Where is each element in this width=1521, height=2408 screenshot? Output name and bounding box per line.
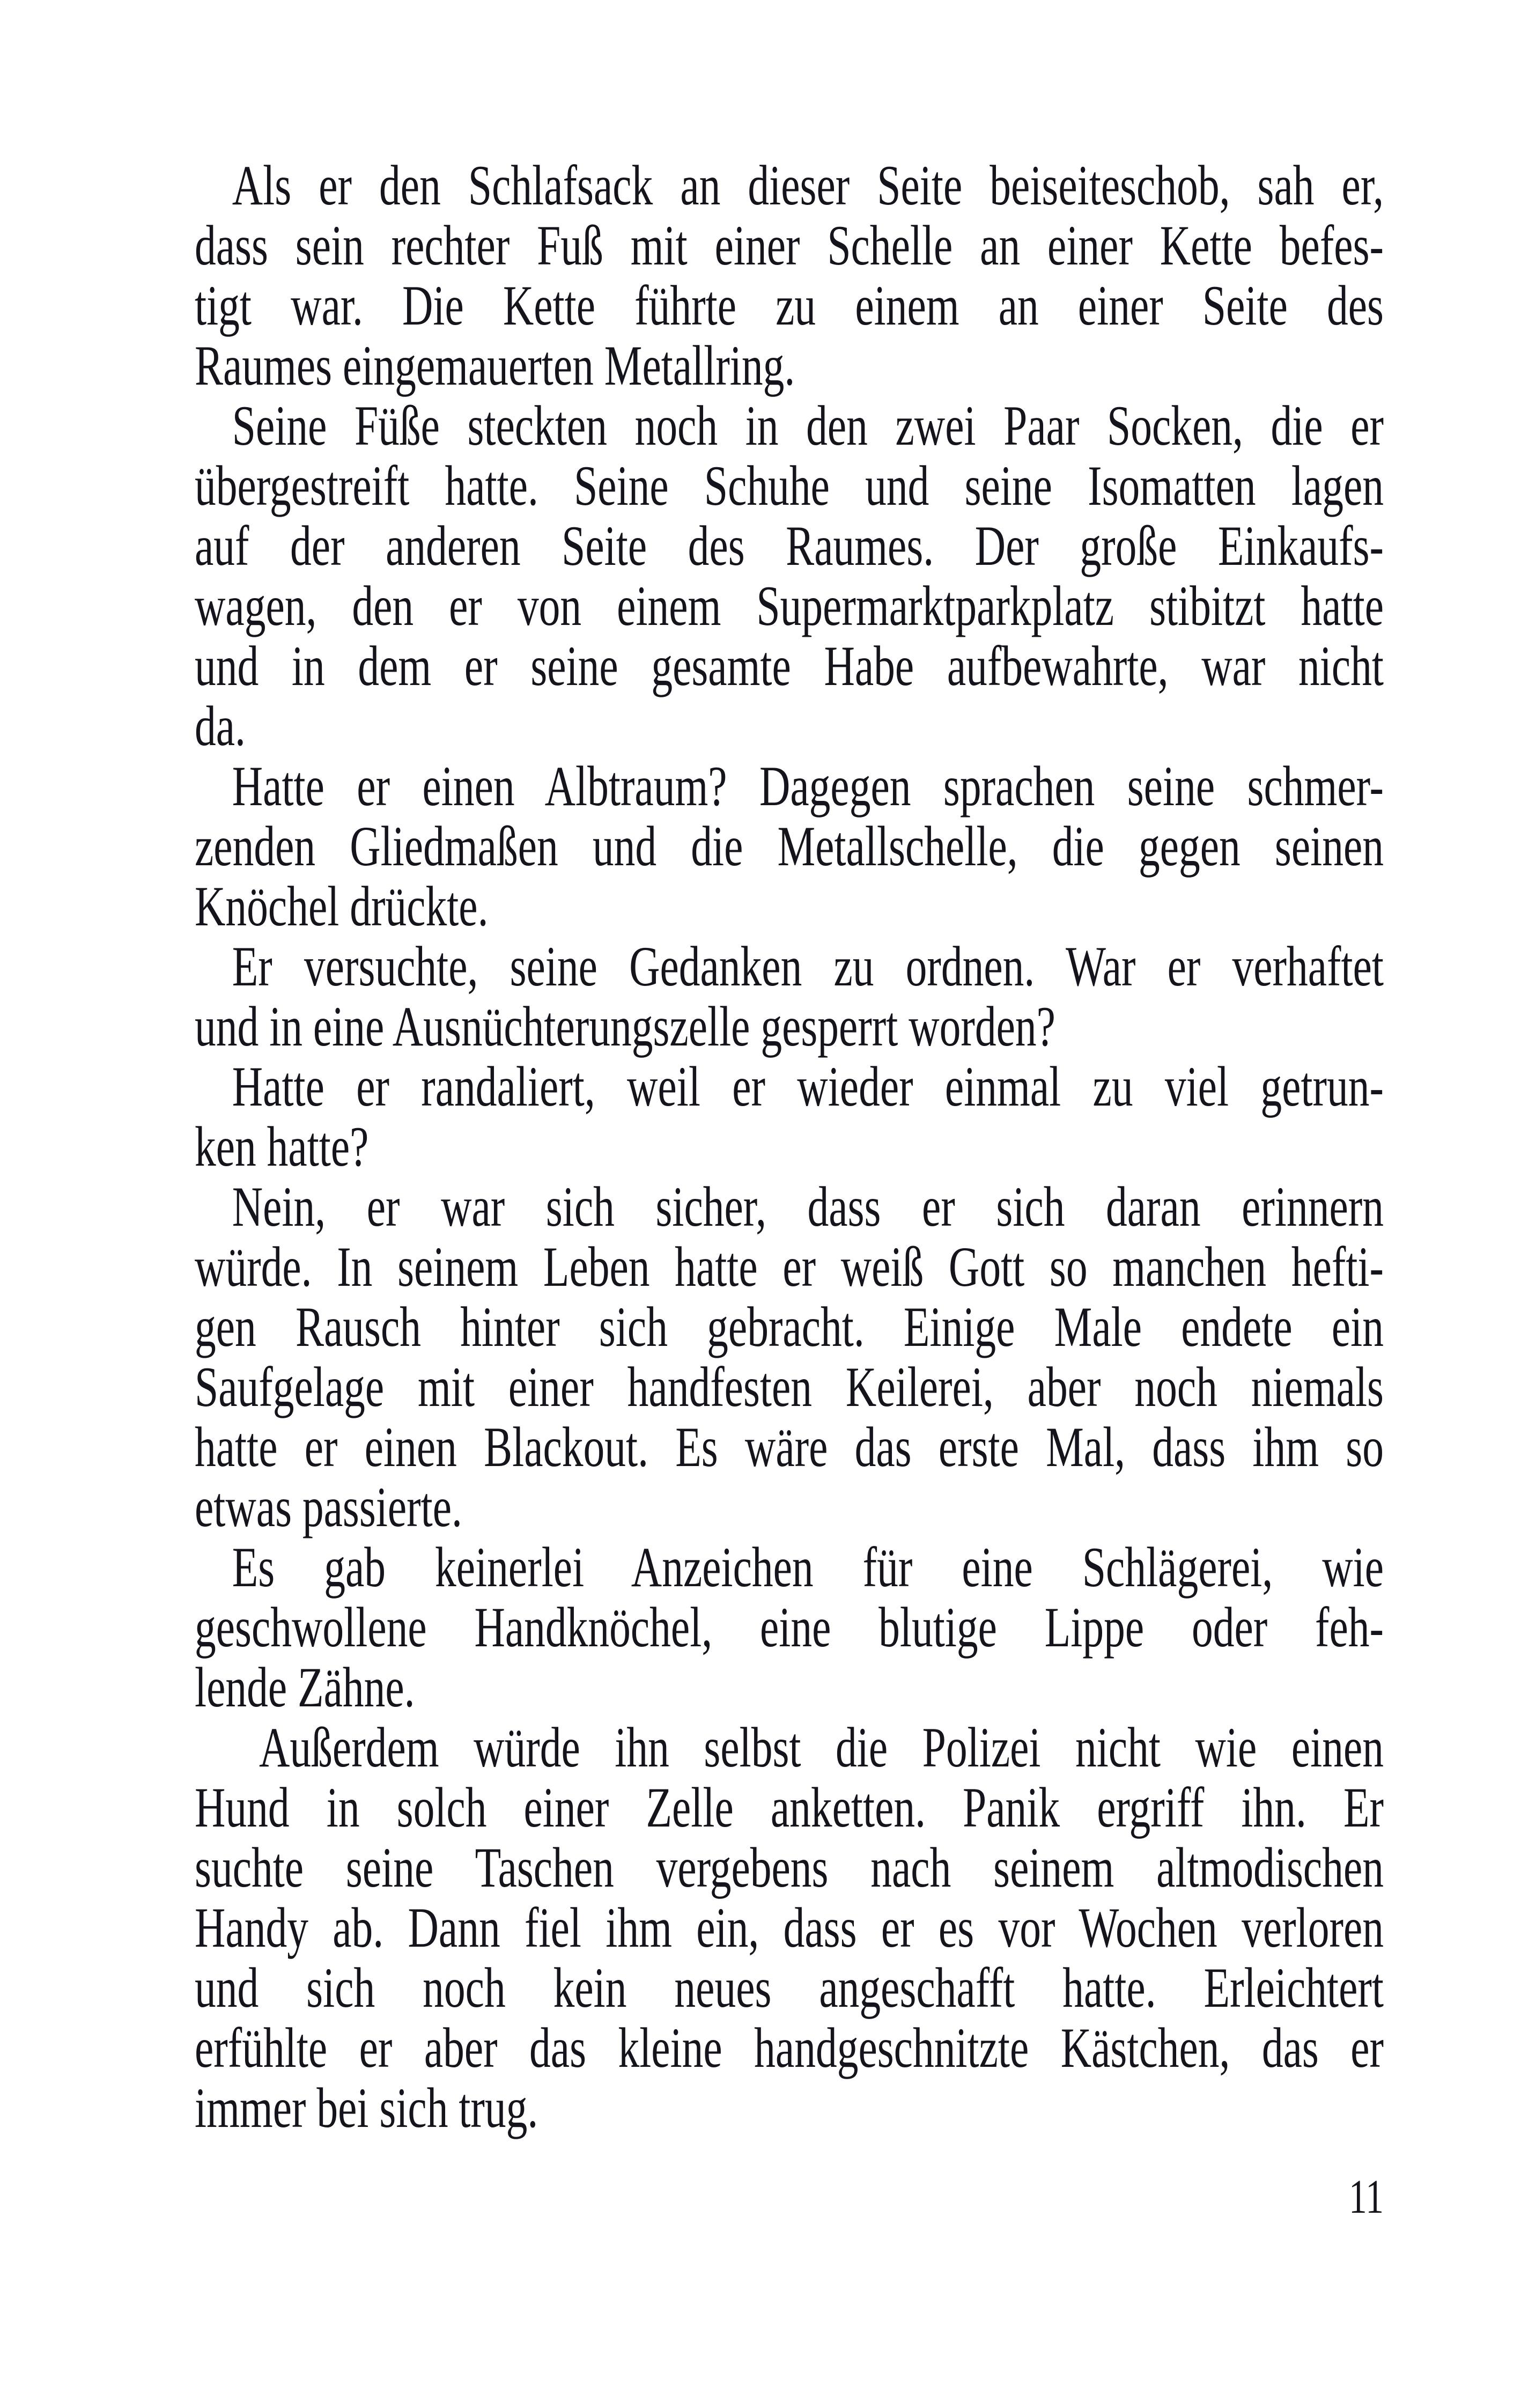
text-line: Saufgelage mit einer handfesten Keilerei, aber noch niemals [195,1356,1384,1418]
text-line: lende Zähne. [195,1656,415,1719]
text-line: immer bei sich trug. [195,2076,538,2139]
text-line: Es gab keinerlei Anzeichen für eine Schlägerei, wie [232,1536,1384,1599]
text-line: und in eine Ausnüchterungszelle gesperrt worden? [195,995,1055,1058]
text-line: geschwollene Handknöchel, eine blutige Lippe oder feh- [195,1596,1384,1659]
text-line: Als er den Schlafsack an dieser Seite beiseiteschob, sah er, [232,154,1384,217]
text-line: auf der anderen Seite des Raumes. Der große Einkaufs- [195,514,1384,577]
text-line: tigt war. Die Kette führte zu einem an einer Seite des [195,274,1384,337]
text-line: wagen, den er von einem Supermarktparkplatz stibitzt hatte [195,575,1384,637]
text-line: da. [195,695,246,757]
text-line: Seine Füße steckten noch in den zwei Paar Socken, die er [232,394,1384,457]
text-line: würde. In seinem Leben hatte er weiß Gott so manchen hefti- [195,1235,1384,1298]
text-line: suchte seine Taschen vergebens nach seinem altmodischen [195,1836,1384,1899]
text-line: und sich noch kein neues angeschafft hatte. Erleichtert [195,1956,1384,2019]
text-line: gen Rausch hinter sich gebracht. Einige Male endete ein [195,1295,1384,1358]
text-block [195,156,1384,2138]
text-line: Hatte er randaliert, weil er wieder einmal zu viel getrun- [232,1055,1384,1118]
text-line: Hund in solch einer Zelle anketten. Panik ergriff ihn. Er [195,1776,1384,1839]
text-line: übergestreift hatte. Seine Schuhe und seine Isomatten lagen [195,454,1384,517]
text-line: Handy ab. Dann fiel ihm ein, dass er es vor Wochen verloren [195,1896,1384,1959]
text-line: erfühlte er aber das kleine handgeschnitzte Kästchen, das er [195,2016,1384,2079]
text-line: etwas passierte. [195,1476,462,1538]
text-line: Nein, er war sich sicher, dass er sich daran erinnern [232,1175,1384,1238]
text-line: und in dem er seine gesamte Habe aufbewahrte, war nicht [195,635,1384,697]
text-line: Hatte er einen Albtraum? Dagegen sprachen seine schmer- [232,755,1384,818]
text-line: dass sein rechter Fuß mit einer Schelle an einer Kette befes- [195,214,1384,277]
text-line: hatte er einen Blackout. Es wäre das erste Mal, dass ihm so [195,1416,1384,1478]
text-line: Er versuchte, seine Gedanken zu ordnen. War er verhaftet [232,935,1384,998]
text-line: Außerdem würde ihn selbst die Polizei nicht wie einen [259,1716,1384,1779]
text-line: Raumes eingemauerten Metallring. [195,334,795,397]
text-line: zenden Gliedmaßen und die Metallschelle, die gegen seinen [195,815,1384,878]
text-line: Knöchel drückte. [195,875,489,938]
text-line: ken hatte? [195,1115,369,1178]
page-number: 11 [1348,2170,1384,2223]
